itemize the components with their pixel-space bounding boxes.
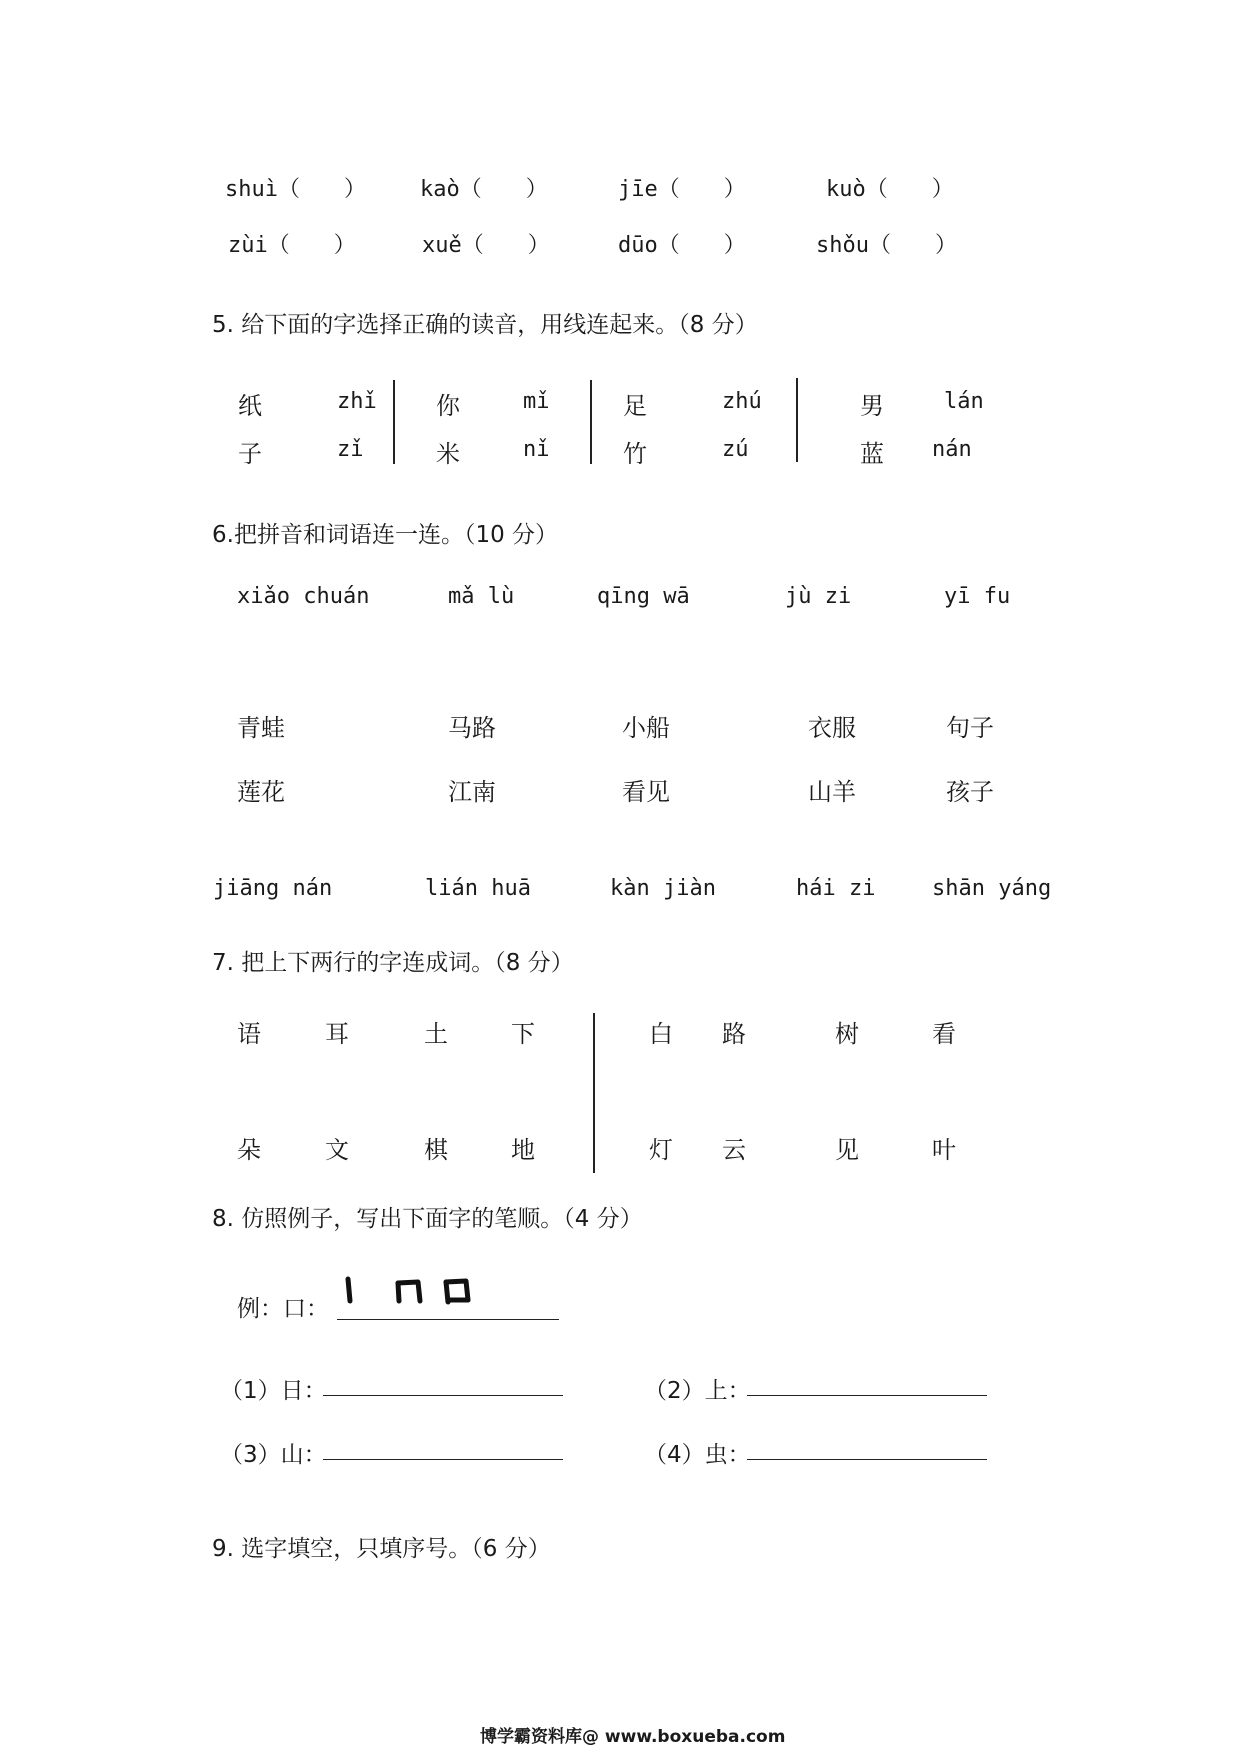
q5-char: 米 [436,440,460,468]
q5-pinyin: lán [944,389,984,414]
q5-char: 蓝 [860,440,884,468]
q5-pinyin: zhǐ [337,389,377,414]
q7-char: 白 [649,1020,673,1048]
q6-bottom-pinyin: lián huā [425,876,531,901]
q7-char: 文 [325,1136,349,1164]
example-label: 例：口： [237,1296,329,1322]
q6-bottom-pinyin: kàn jiàn [610,876,716,901]
q8-title: 8. 仿照例子，写出下面字的笔顺。（4 分） [212,1206,643,1232]
q7-char: 语 [237,1020,261,1048]
q7-char: 路 [722,1020,746,1048]
q7-char: 朵 [237,1136,261,1164]
q7-char: 灯 [649,1136,673,1164]
footer-watermark: 博学霸资料库@ www.boxueba.com [480,1727,786,1747]
q5-char: 竹 [623,440,647,468]
q5-char: 你 [436,392,460,420]
q8-item-label: （2）上： [644,1378,751,1404]
q5-pinyin: nán [932,437,972,462]
q7-char: 见 [835,1136,859,1164]
q5-pinyin: zǐ [337,437,364,462]
q7-char: 下 [511,1020,535,1048]
stroke-order-example-icon [342,1274,472,1310]
q6-word: 江南 [448,778,496,806]
divider [590,380,592,464]
q6-top-pinyin: yī fu [944,584,1011,609]
q6-word: 莲花 [237,778,285,806]
q5-pinyin: zhú [722,389,762,414]
q8-item-label: （4）虫： [644,1442,751,1468]
q6-word: 看见 [622,778,670,806]
q6-top-pinyin: jù zi [785,584,852,609]
answer-line[interactable] [747,1394,987,1396]
q9-title: 9. 选字填空，只填序号。（6 分） [212,1536,551,1562]
q4-item: shǒu（ ） [816,233,957,258]
q4-item: kaò（ ） [420,177,548,202]
q7-char: 叶 [932,1136,956,1164]
q4-item: kuò（ ） [826,177,954,202]
q6-top-pinyin: mǎ lù [448,584,515,609]
q4-item: shuì（ ） [225,177,366,202]
divider [593,1013,595,1173]
q6-word: 衣服 [808,714,856,742]
q7-char: 耳 [325,1020,349,1048]
q4-item: zùi（ ） [228,233,356,258]
q7-char: 棋 [424,1136,448,1164]
q5-pinyin: nǐ [523,437,550,462]
q6-title: 6.把拼音和词语连一连。（10 分） [212,522,559,548]
q5-pinyin: mǐ [523,389,550,414]
q6-word: 青蛙 [237,714,285,742]
answer-line[interactable] [747,1458,987,1460]
q5-char: 子 [238,440,262,468]
q6-word: 句子 [946,714,994,742]
q4-item: xuě（ ） [422,233,550,258]
q6-top-pinyin: xiǎo chuán [237,584,370,609]
q6-bottom-pinyin: shān yáng [932,876,1052,901]
q8-item-label: （1）日： [220,1378,327,1404]
q5-title: 5. 给下面的字选择正确的读音，用线连起来。（8 分） [212,312,758,338]
q7-char: 地 [511,1136,535,1164]
q5-char: 足 [623,392,647,420]
q4-item: jīe（ ） [618,177,746,202]
q6-word: 孩子 [946,778,994,806]
divider [796,378,798,462]
q7-title: 7. 把上下两行的字连成词。（8 分） [212,950,574,976]
q8-item-label: （3）山： [220,1442,327,1468]
q7-char: 云 [722,1136,746,1164]
q5-char: 男 [860,392,884,420]
q4-item: dūo（ ） [618,233,746,258]
q6-top-pinyin: qīng wā [597,584,690,609]
answer-line[interactable] [323,1394,563,1396]
example-answer-line [337,1318,559,1320]
q6-bottom-pinyin: jiāng nán [213,876,333,901]
q5-char: 纸 [238,392,262,420]
q5-pinyin: zú [722,437,749,462]
answer-line[interactable] [323,1458,563,1460]
q7-char: 土 [424,1020,448,1048]
q6-bottom-pinyin: hái zi [796,876,876,901]
q6-word: 山羊 [808,778,856,806]
divider [393,380,395,464]
q7-char: 树 [835,1020,859,1048]
q6-word: 马路 [448,714,496,742]
q7-char: 看 [932,1020,956,1048]
q6-word: 小船 [622,714,670,742]
